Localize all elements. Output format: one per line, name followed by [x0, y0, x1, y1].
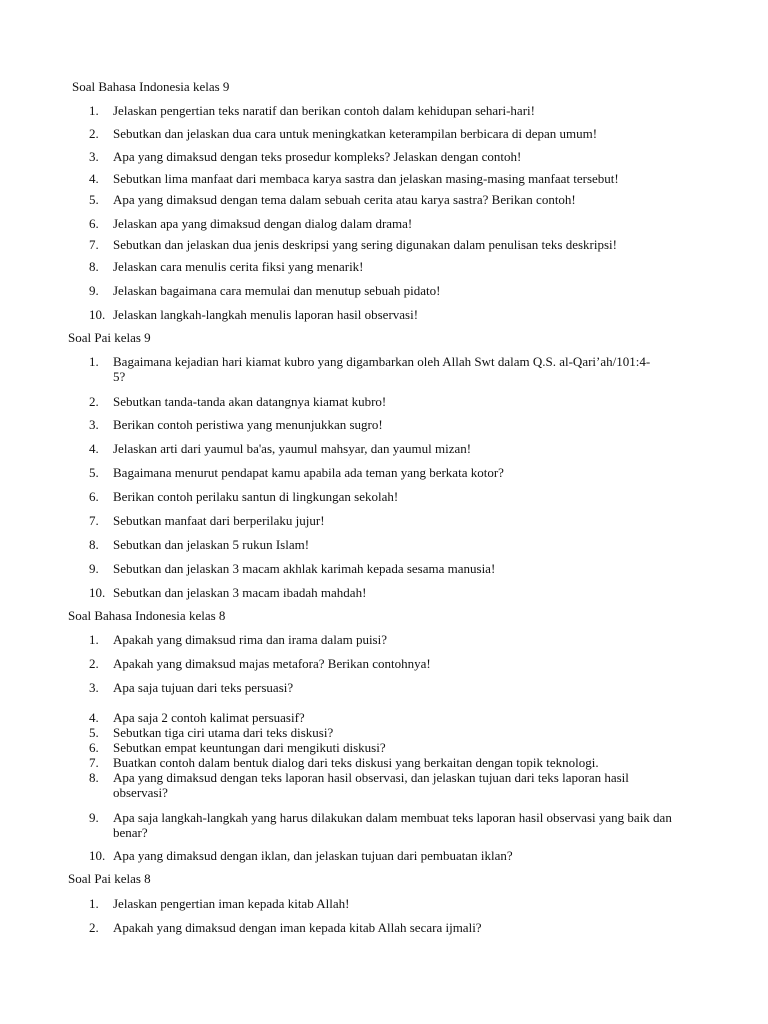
- item-number: 6.: [89, 740, 99, 755]
- item-number: 8.: [89, 259, 99, 274]
- item-text: Jelaskan apa yang dimaksud dengan dialog dalam drama!: [113, 216, 413, 231]
- section-heading-bahasa-indonesia-kelas-9: Soal Bahasa Indonesia kelas 9: [72, 79, 230, 94]
- item-number: 7.: [89, 237, 99, 252]
- item-number: 8.: [89, 770, 99, 785]
- item-text: Bagaimana kejadian hari kiamat kubro yang digambarkan oleh Allah Swt dalam Q.S. al-Qari’ah/101:4-5?: [113, 354, 651, 384]
- item-text: Sebutkan tanda-tanda akan datangnya kiamat kubro!: [113, 394, 387, 409]
- section-heading-pai-kelas-8: Soal Pai kelas 8: [68, 871, 151, 886]
- item-number: 10.: [89, 307, 106, 322]
- item-text: Jelaskan pengertian teks naratif dan berikan contoh dalam kehidupan sehari-hari!: [113, 103, 535, 118]
- item-number: 1.: [89, 354, 99, 369]
- item-number: 7.: [89, 513, 99, 528]
- item-number: 5.: [89, 465, 99, 480]
- item-text: Apa saja 2 contoh kalimat persuasif?: [113, 710, 305, 725]
- item-number: 1.: [89, 896, 99, 911]
- item-text: Apa saja tujuan dari teks persuasi?: [113, 680, 294, 695]
- item-text: Sebutkan lima manfaat dari membaca karya sastra dan jelaskan masing-masing manfaat tersebut!: [113, 171, 619, 186]
- item-text: Sebutkan dan jelaskan 3 macam ibadah mahdah!: [113, 585, 367, 600]
- item-number: 1.: [89, 632, 99, 647]
- item-text: Bagaimana menurut pendapat kamu apabila ada teman yang berkata kotor?: [113, 465, 504, 480]
- item-text: Buatkan contoh dalam bentuk dialog dari teks diskusi yang berkaitan dengan topik teknologi.: [113, 755, 599, 770]
- item-number: 9.: [89, 561, 99, 576]
- item-number: 5.: [89, 192, 99, 207]
- item-number: 3.: [89, 149, 99, 164]
- item-number: 10.: [89, 585, 106, 600]
- item-number: 9.: [89, 283, 99, 298]
- item-text: Sebutkan dan jelaskan dua jenis deskripsi yang sering digunakan dalam penulisan teks deskripsi!: [113, 237, 617, 252]
- item-number: 1.: [89, 103, 99, 118]
- item-text: Apa yang dimaksud dengan iklan, dan jelaskan tujuan dari pembuatan iklan?: [113, 848, 513, 863]
- item-text: Berikan contoh peristiwa yang menunjukkan sugro!: [113, 417, 383, 432]
- item-number: 10.: [89, 848, 106, 863]
- item-number: 6.: [89, 216, 99, 231]
- item-text: Sebutkan dan jelaskan 5 rukun Islam!: [113, 537, 310, 552]
- item-number: 4.: [89, 171, 99, 186]
- item-number: 2.: [89, 920, 99, 935]
- section-heading-bahasa-indonesia-kelas-8: Soal Bahasa Indonesia kelas 8: [68, 608, 226, 623]
- item-text: Sebutkan empat keuntungan dari mengikuti diskusi?: [113, 740, 386, 755]
- item-number: 2.: [89, 126, 99, 141]
- item-text: Apa saja langkah-langkah yang harus dilakukan dalam membuat teks laporan hasil observasi yang baik dan benar?: [113, 810, 672, 840]
- item-number: 3.: [89, 417, 99, 432]
- item-text: Jelaskan pengertian iman kepada kitab Allah!: [113, 896, 350, 911]
- item-number: 5.: [89, 725, 99, 740]
- item-number: 4.: [89, 710, 99, 725]
- item-text: Sebutkan manfaat dari berperilaku jujur!: [113, 513, 325, 528]
- item-text: Jelaskan arti dari yaumul ba'as, yaumul mahsyar, dan yaumul mizan!: [113, 441, 472, 456]
- item-number: 8.: [89, 537, 99, 552]
- item-text: Jelaskan cara menulis cerita fiksi yang menarik!: [113, 259, 364, 274]
- item-number: 7.: [89, 755, 99, 770]
- item-text: Apakah yang dimaksud rima dan irama dalam puisi?: [113, 632, 388, 647]
- item-text: Apakah yang dimaksud majas metafora? Berikan contohnya!: [113, 656, 431, 671]
- item-text: Sebutkan dan jelaskan dua cara untuk meningkatkan keterampilan berbicara di depan umum!: [113, 126, 598, 141]
- item-text: Jelaskan langkah-langkah menulis laporan hasil observasi!: [113, 307, 419, 322]
- item-number: 3.: [89, 680, 99, 695]
- item-number: 9.: [89, 810, 99, 825]
- item-number: 2.: [89, 394, 99, 409]
- item-number: 4.: [89, 441, 99, 456]
- item-text: Sebutkan tiga ciri utama dari teks diskusi?: [113, 725, 334, 740]
- item-number: 2.: [89, 656, 99, 671]
- item-text: Apa yang dimaksud dengan teks laporan hasil observasi, dan jelaskan tujuan dari teks laporan hasil observasi?: [113, 770, 629, 800]
- item-text: Sebutkan dan jelaskan 3 macam akhlak karimah kepada sesama manusia!: [113, 561, 496, 576]
- item-text: Apa yang dimaksud dengan tema dalam sebuah cerita atau karya sastra? Berikan contoh!: [113, 192, 576, 207]
- item-text: Apakah yang dimaksud dengan iman kepada kitab Allah secara ijmali?: [113, 920, 482, 935]
- section-heading-pai-kelas-9: Soal Pai kelas 9: [68, 330, 151, 345]
- item-text: Apa yang dimaksud dengan teks prosedur kompleks? Jelaskan dengan contoh!: [113, 149, 522, 164]
- item-number: 6.: [89, 489, 99, 504]
- item-text: Berikan contoh perilaku santun di lingkungan sekolah!: [113, 489, 399, 504]
- item-text: Jelaskan bagaimana cara memulai dan menutup sebuah pidato!: [113, 283, 441, 298]
